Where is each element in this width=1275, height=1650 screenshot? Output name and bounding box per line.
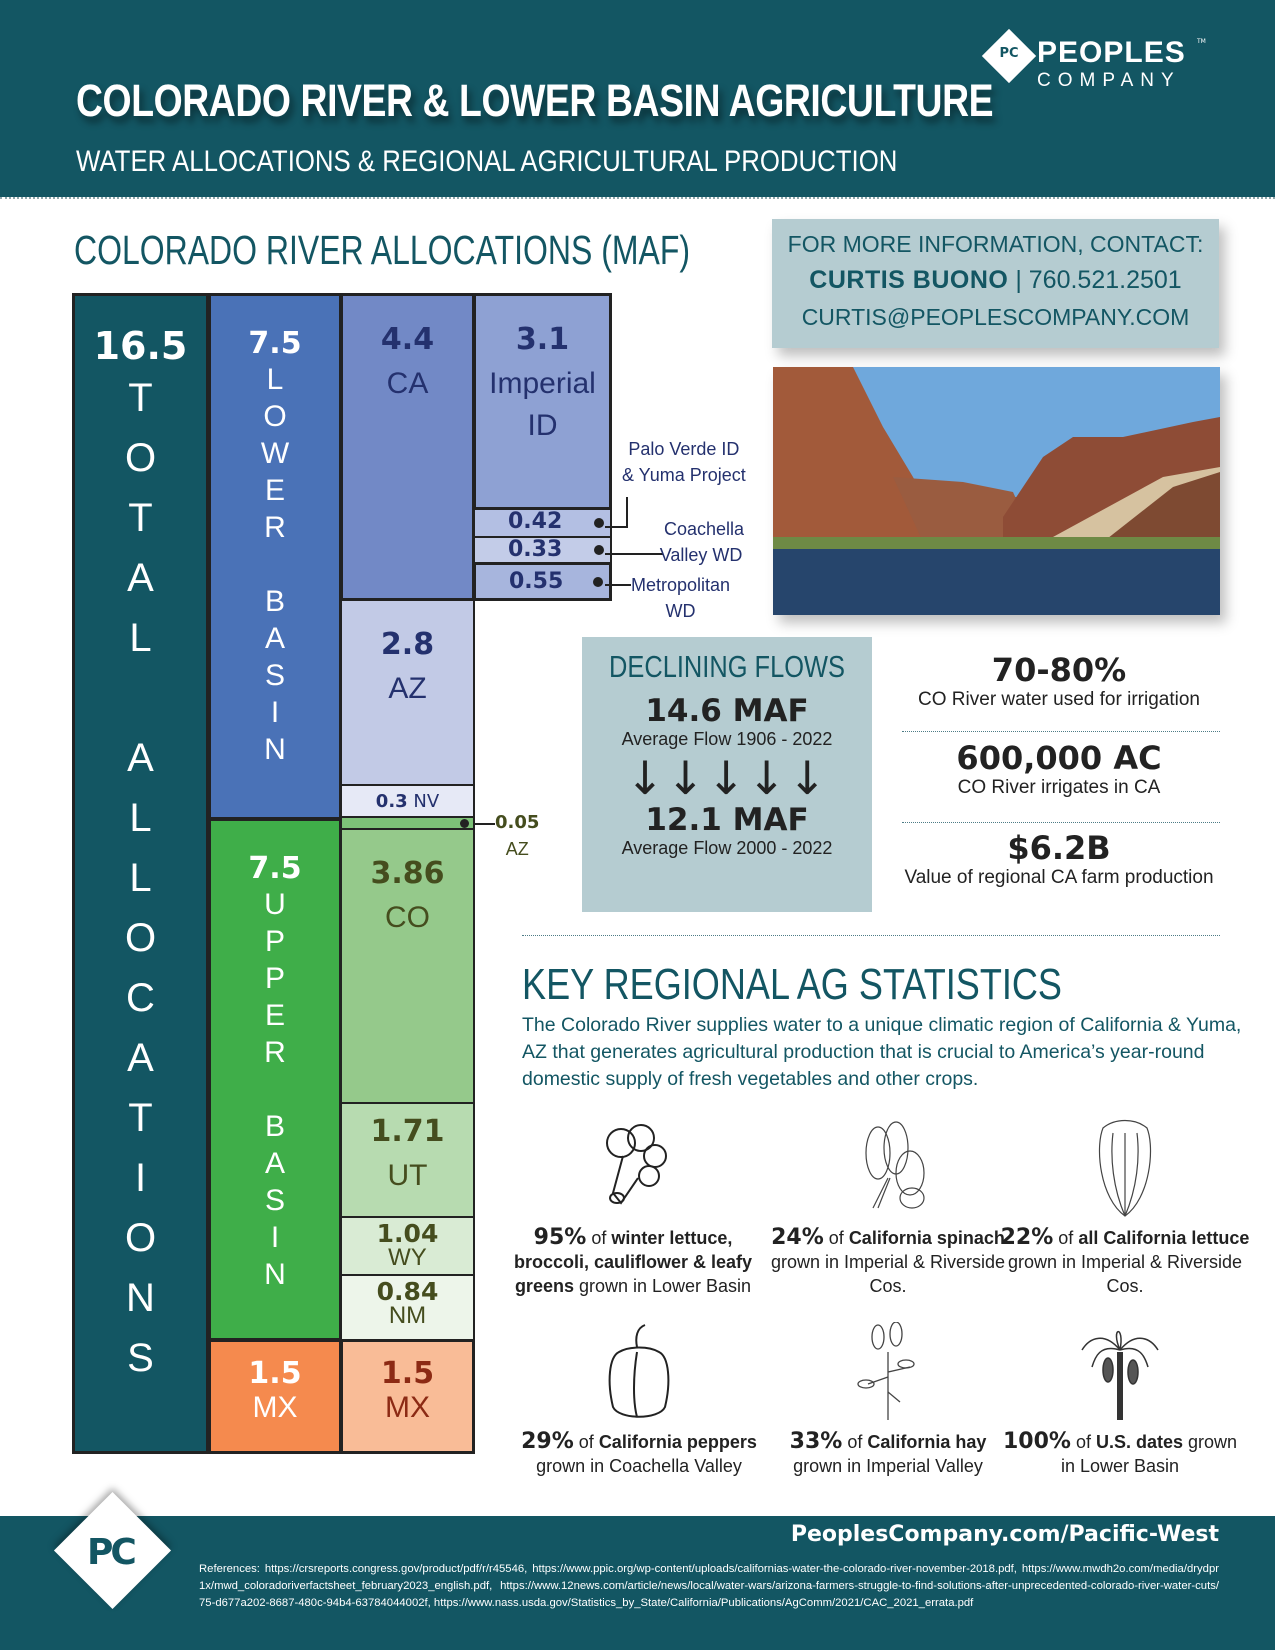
crop-stat-of: of <box>823 1228 849 1248</box>
crop-stat-card <box>763 1118 1013 1298</box>
metropolitan-dot-icon <box>593 577 603 587</box>
vertical-letter: P <box>264 962 285 995</box>
upper-basin-block <box>208 818 342 1341</box>
vertical-letter: E <box>264 474 285 507</box>
crop-stat-text <box>508 1226 758 1298</box>
recent-flow-label: Average Flow 2000 - 2022 <box>621 838 833 858</box>
vertical-letter: A <box>264 1147 285 1180</box>
coachella-value: 0.33 <box>508 537 563 562</box>
historic-flow-value: 14.6 MAF <box>645 693 809 729</box>
wy-block <box>340 1216 475 1276</box>
crop-stat-subject: all California lettuce <box>1078 1228 1250 1248</box>
total-value: 16.5 <box>93 324 188 368</box>
co-label: CO <box>385 901 430 934</box>
metropolitan-label-1: Metropolitan <box>631 575 731 595</box>
vertical-letter: E <box>264 999 285 1032</box>
az-block <box>340 599 475 786</box>
vertical-letter: P <box>264 925 285 958</box>
crop-stat-subject: U.S. dates <box>1095 1432 1183 1452</box>
crop-stat-card <box>508 1118 758 1298</box>
mx-value: 1.5 <box>380 1356 435 1391</box>
crop-stat-text <box>763 1226 1013 1298</box>
imperial-label-1: Imperial <box>489 367 596 400</box>
crop-stat-card <box>995 1322 1245 1478</box>
nv-label: NV <box>413 791 440 812</box>
wy-value: 1.04 <box>376 1219 439 1248</box>
vertical-letter: O <box>124 916 157 960</box>
vertical-letter: T <box>128 496 153 540</box>
declining-flows-title: DECLINING FLOWS <box>609 649 845 684</box>
vertical-letter: I <box>134 1156 147 1200</box>
coachella-label-2: Valley WD <box>659 545 743 565</box>
palo-verde-dot-icon <box>594 518 604 528</box>
header-divider <box>0 197 1275 200</box>
nm-value: 0.84 <box>376 1277 439 1306</box>
crop-stat-rest: grown in Lower Basin <box>1060 1432 1238 1476</box>
key-figure-desc: Value of regional CA farm production <box>904 867 1214 888</box>
colorado-river-photo <box>773 367 1220 615</box>
nv-block <box>340 784 475 818</box>
page-title: COLORADO RIVER & LOWER BASIN AGRICULTURE <box>76 75 994 126</box>
vertical-letter: I <box>270 696 280 729</box>
vertical-letter: A <box>127 1036 154 1080</box>
vertical-letter: O <box>124 1216 157 1260</box>
vertical-letter: L <box>129 796 152 840</box>
ca-value: 4.4 <box>380 322 435 357</box>
crop-stat-percent: 29% <box>521 1429 574 1454</box>
total-label <box>75 368 206 1388</box>
crop-stat-card <box>763 1322 1013 1478</box>
crop-stat-subject: California peppers <box>598 1432 757 1452</box>
metropolitan-callout <box>631 572 730 624</box>
key-figure-acres <box>898 739 1220 799</box>
lower-basin-value: 7.5 <box>248 326 302 361</box>
mexico-basin-label: MX <box>252 1391 298 1424</box>
footer-references: References: https://crsreports.congress.gov/product/pdf/r/r45546, https://www.ppic.org/wp-content/uploads/californias-water-the-colorado-river-november-2018.pdf, https://www.mwdh2o.com/media/drydpr1x/mwd_coloradoriverfactsheet_february2023_english.pdf, https://www.12news.com/article/news/local/water-wars/arizona-farmers-struggle-to-find-solutions-after-unprecedented-colorado-river-water-cuts/75-d677a202-8687-480c-94b4-63784044002f, https://www.nass.usda.gov/Statistics_by_State/California/Publications/AgComm/2021/CAC_2021_errata.pdf <box>199 1563 1219 1609</box>
logo-mark: PC <box>999 46 1019 61</box>
crop-stat-of: of <box>573 1432 599 1452</box>
mx-block <box>340 1339 475 1454</box>
az-upper-value: 0.05 <box>495 812 540 833</box>
vertical-letter <box>211 546 339 583</box>
crop-stat-card <box>1000 1118 1250 1298</box>
lower-basin-block <box>208 293 342 820</box>
hay-icon <box>838 1322 938 1422</box>
key-stats-divider <box>522 935 1220 936</box>
crop-stat-percent: 95% <box>533 1225 587 1250</box>
down-arrows-icon: ↓↓↓↓↓ <box>625 751 829 805</box>
crop-stat-text <box>1000 1226 1250 1298</box>
crop-stat-subject: winter lettuce, broccoli, cauliflower & leafy greens <box>513 1228 753 1296</box>
key-figure-desc: CO River irrigates in CA <box>957 777 1161 798</box>
upper-basin-label <box>211 886 339 1293</box>
crop-stat-of: of <box>842 1432 868 1452</box>
crop-stat-percent: 33% <box>789 1429 843 1454</box>
canyon-illustration <box>773 367 1220 615</box>
key-stats-title: KEY REGIONAL AG STATISTICS <box>522 960 1063 1009</box>
vertical-letter: C <box>126 976 155 1020</box>
metropolitan-value: 0.55 <box>509 569 564 594</box>
crop-stat-percent: 24% <box>771 1225 824 1250</box>
crop-stat-of: of <box>1053 1228 1079 1248</box>
metropolitan-connector <box>605 584 631 586</box>
vertical-letter <box>211 1071 339 1108</box>
key-figure-divider <box>902 822 1220 823</box>
co-block <box>340 828 475 1104</box>
vertical-letter: S <box>127 1336 154 1380</box>
vertical-letter: O <box>263 400 287 433</box>
vertical-letter: S <box>264 1184 285 1217</box>
vertical-letter: N <box>264 733 286 766</box>
crop-stat-text <box>763 1430 1013 1478</box>
vertical-letter: L <box>129 856 152 900</box>
vertical-letter: L <box>266 363 284 396</box>
imperial-label-2: ID <box>527 409 558 442</box>
palo-verde-label-1: Palo Verde ID <box>628 439 740 459</box>
vertical-letter: A <box>127 556 154 600</box>
ut-block <box>340 1102 475 1218</box>
vertical-letter: S <box>264 659 285 692</box>
date-palm-icon <box>1070 1322 1170 1422</box>
key-figure-value: 600,000 AC <box>956 739 1162 777</box>
footer-logo-mark: PC <box>87 1532 134 1573</box>
vertical-letter: A <box>127 736 154 780</box>
vertical-letter: R <box>264 1036 286 1069</box>
vertical-letter: W <box>260 437 290 470</box>
vertical-letter: R <box>264 511 286 544</box>
mexico-basin-block <box>208 1339 342 1454</box>
vertical-letter: I <box>270 1221 280 1254</box>
key-figure-value: $6.2B <box>1007 829 1111 867</box>
vertical-letter: A <box>264 622 285 655</box>
contact-name-phone <box>772 266 1219 295</box>
vertical-letter: T <box>128 1096 153 1140</box>
crop-stat-rest: grown in Imperial & Riverside Cos. <box>770 1252 1006 1296</box>
crop-stat-subject: California hay <box>867 1432 987 1452</box>
contact-separator: | <box>1015 266 1022 294</box>
palo-verde-value: 0.42 <box>508 509 563 534</box>
az-upper-label: AZ <box>505 839 529 859</box>
palo-verde-connector <box>605 526 627 528</box>
vertical-letter: U <box>264 888 286 921</box>
vertical-letter: O <box>124 436 157 480</box>
nv-value: 0.3 <box>375 791 408 812</box>
vertical-letter: N <box>264 1258 286 1291</box>
co-value: 3.86 <box>370 856 445 891</box>
footer-website-link[interactable]: PeoplesCompany.com/Pacific-West <box>790 1522 1219 1547</box>
palo-verde-block <box>473 508 612 538</box>
coachella-label-1: Coachella <box>664 519 745 539</box>
logo-trademark: TM <box>1197 38 1206 45</box>
key-figure-divider <box>902 731 1220 732</box>
az-label: AZ <box>388 672 427 705</box>
nm-block <box>340 1274 475 1341</box>
key-figure-value-production <box>898 829 1220 889</box>
contact-phone[interactable]: 760.521.2501 <box>1028 266 1182 294</box>
nm-label: NM <box>388 1302 427 1329</box>
crop-stat-subject: California spinach <box>848 1228 1005 1248</box>
ca-label: CA <box>386 367 429 400</box>
vertical-letter: N <box>126 1276 155 1320</box>
crop-stat-card <box>514 1322 764 1478</box>
page-subtitle: WATER ALLOCATIONS & REGIONAL AGRICULTURAL PRODUCTION <box>76 145 898 178</box>
total-allocations-column <box>72 293 209 1454</box>
az-upper-connector <box>473 823 495 825</box>
vertical-letter: T <box>128 376 153 420</box>
mx-label: MX <box>385 1391 430 1424</box>
contact-email[interactable]: CURTIS@PEOPLESCOMPANY.COM <box>801 304 1190 330</box>
recent-flow-value: 12.1 MAF <box>645 802 809 838</box>
key-figure-value: 70-80% <box>991 651 1127 689</box>
lower-basin-label <box>211 361 339 768</box>
broccoli-icon <box>583 1118 683 1218</box>
vertical-letter <box>75 668 206 728</box>
historic-flow-label: Average Flow 1906 - 2022 <box>621 729 833 749</box>
az-upper-dot-icon <box>460 819 469 828</box>
crop-stat-of: of <box>586 1228 612 1248</box>
logo-subname: COMPANY <box>1037 70 1181 91</box>
crop-stat-text <box>995 1430 1245 1478</box>
lettuce-icon <box>1075 1118 1175 1218</box>
spinach-icon <box>838 1118 938 1218</box>
palo-verde-connector-vertical <box>626 497 628 528</box>
crop-stat-rest: grown in Imperial Valley <box>793 1456 983 1476</box>
imperial-value: 3.1 <box>515 322 570 357</box>
pepper-icon <box>589 1322 689 1422</box>
coachella-dot-icon <box>594 545 604 555</box>
contact-box <box>772 219 1219 348</box>
ut-label: UT <box>387 1159 428 1192</box>
az-value: 2.8 <box>380 627 435 662</box>
crop-stat-text <box>514 1430 764 1478</box>
crop-stat-rest: grown in Imperial & Riverside Cos. <box>1007 1252 1243 1296</box>
crop-stat-percent: 22% <box>1000 1225 1054 1250</box>
vertical-letter: B <box>264 1110 285 1143</box>
palo-verde-label-2: & Yuma Project <box>622 465 746 485</box>
ut-value: 1.71 <box>370 1114 445 1149</box>
metropolitan-block <box>473 562 612 601</box>
ca-block <box>340 293 475 601</box>
palo-verde-callout <box>622 436 746 488</box>
az-upper-callout <box>495 810 539 862</box>
coachella-callout <box>658 516 744 568</box>
vertical-letter: B <box>264 585 285 618</box>
crop-stat-rest: grown in Lower Basin <box>573 1276 752 1296</box>
allocations-title: COLORADO RIVER ALLOCATIONS (MAF) <box>74 227 691 273</box>
crop-stat-of: of <box>1070 1432 1096 1452</box>
mexico-basin-value: 1.5 <box>248 1356 302 1391</box>
logo-name: PEOPLES <box>1037 36 1186 69</box>
imperial-id-block <box>473 293 612 510</box>
crop-stat-percent: 100% <box>1002 1429 1071 1454</box>
upper-basin-value: 7.5 <box>248 851 302 886</box>
contact-heading: FOR MORE INFORMATION, CONTACT: <box>787 231 1204 257</box>
metropolitan-label-2: WD <box>665 601 696 621</box>
contact-name: CURTIS BUONO <box>809 266 1009 294</box>
coachella-connector <box>605 553 663 555</box>
crop-stat-rest: grown in Coachella Valley <box>536 1456 742 1476</box>
coachella-block <box>473 536 612 564</box>
peoples-company-logo <box>985 32 1245 92</box>
declining-flows-panel <box>582 637 872 912</box>
key-figure-desc: CO River water used for irrigation <box>918 689 1200 710</box>
wy-label: WY <box>388 1244 427 1271</box>
vertical-letter: L <box>129 616 152 660</box>
key-stats-body: The Colorado River supplies water to a unique climatic region of California & Yuma, AZ that generates agricultural production that is crucial to America’s year-round domestic supply of fresh vegetables and other crops. <box>522 1014 1242 1090</box>
key-figure-irrigation <box>898 651 1220 711</box>
